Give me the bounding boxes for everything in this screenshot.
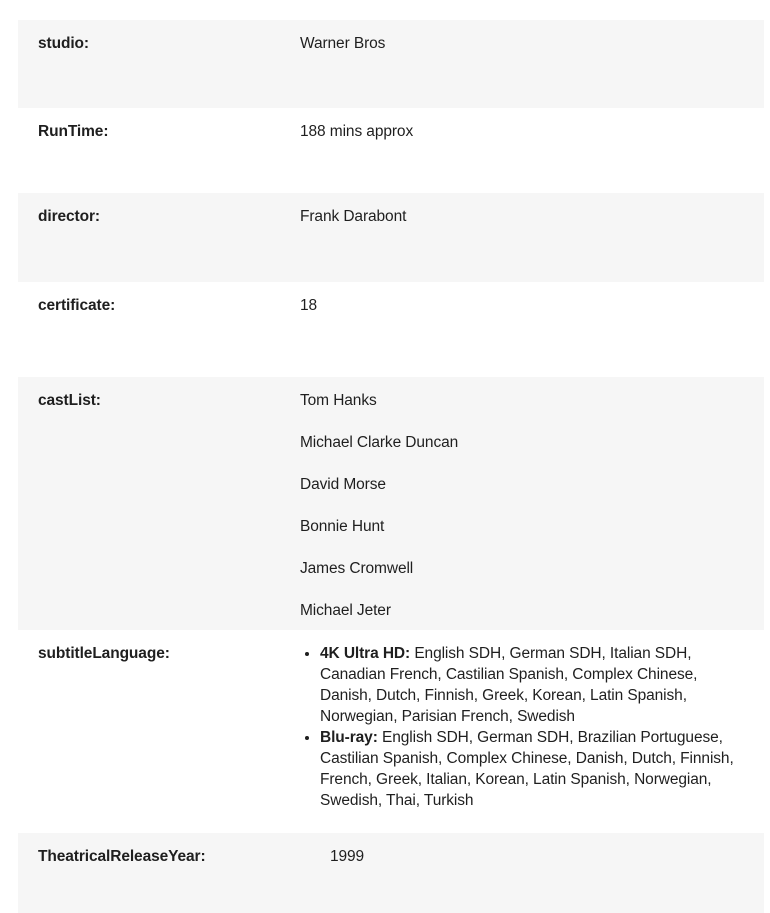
row-label: RunTime: xyxy=(38,123,109,140)
subtitle-language-item xyxy=(320,727,746,811)
row-value xyxy=(300,295,764,377)
row-value xyxy=(300,846,764,913)
subtitle-language-item xyxy=(320,643,746,727)
subtitle-language-list xyxy=(300,643,746,811)
row-value xyxy=(300,643,764,833)
format-name: 4K Ultra HD: xyxy=(320,645,411,662)
language-list-text: English SDH, German SDH, Brazilian Portuguese, Castilian Spanish, Complex Chinese, Danish, Dutch, Finnish, French, Greek, Italian, Korean, Latin Spanish, Norwegian, Swedish, Thai, Turkish xyxy=(320,729,734,809)
table-row-subtitleLanguage xyxy=(18,630,764,833)
cast-member: Michael Clarke Duncan xyxy=(300,434,459,451)
format-name: Blu-ray: xyxy=(320,729,378,746)
cast-member: Michael Jeter xyxy=(300,602,391,619)
cast-member: Tom Hanks xyxy=(300,392,377,409)
row-label: studio: xyxy=(38,35,89,52)
language-list-text: English SDH, German SDH, Italian SDH, Canadian French, Castilian Spanish, Complex Chinese, Danish, Dutch, Finnish, Greek, Korean, Latin Spanish, Norwegian, Parisian French, Swedish xyxy=(320,645,698,725)
table-row-certificate xyxy=(18,282,764,377)
row-value xyxy=(300,206,764,282)
value-text: 18 xyxy=(300,297,318,314)
row-label: castList: xyxy=(38,392,101,409)
table-row-castList xyxy=(18,377,764,630)
movie-details-table xyxy=(0,20,770,913)
cast-member: James Cromwell xyxy=(300,560,414,577)
value-text: Warner Bros xyxy=(300,35,386,52)
row-label: subtitleLanguage: xyxy=(38,645,170,662)
row-value xyxy=(300,33,764,108)
table-row-theatricalReleaseYear xyxy=(18,833,764,913)
row-label: certificate: xyxy=(38,297,116,314)
value-text: 188 mins approx xyxy=(300,123,414,140)
cast-member: Bonnie Hunt xyxy=(300,518,385,535)
table-row-studio xyxy=(18,20,764,108)
table-row-director xyxy=(18,193,764,282)
row-label: director: xyxy=(38,208,100,225)
row-label: TheatricalReleaseYear: xyxy=(38,848,206,865)
row-value xyxy=(300,121,764,193)
row-value xyxy=(300,390,764,630)
table-row-runtime xyxy=(18,108,764,193)
cast-member: David Morse xyxy=(300,476,386,493)
value-text: Frank Darabont xyxy=(300,208,407,225)
value-text: 1999 xyxy=(330,848,365,865)
